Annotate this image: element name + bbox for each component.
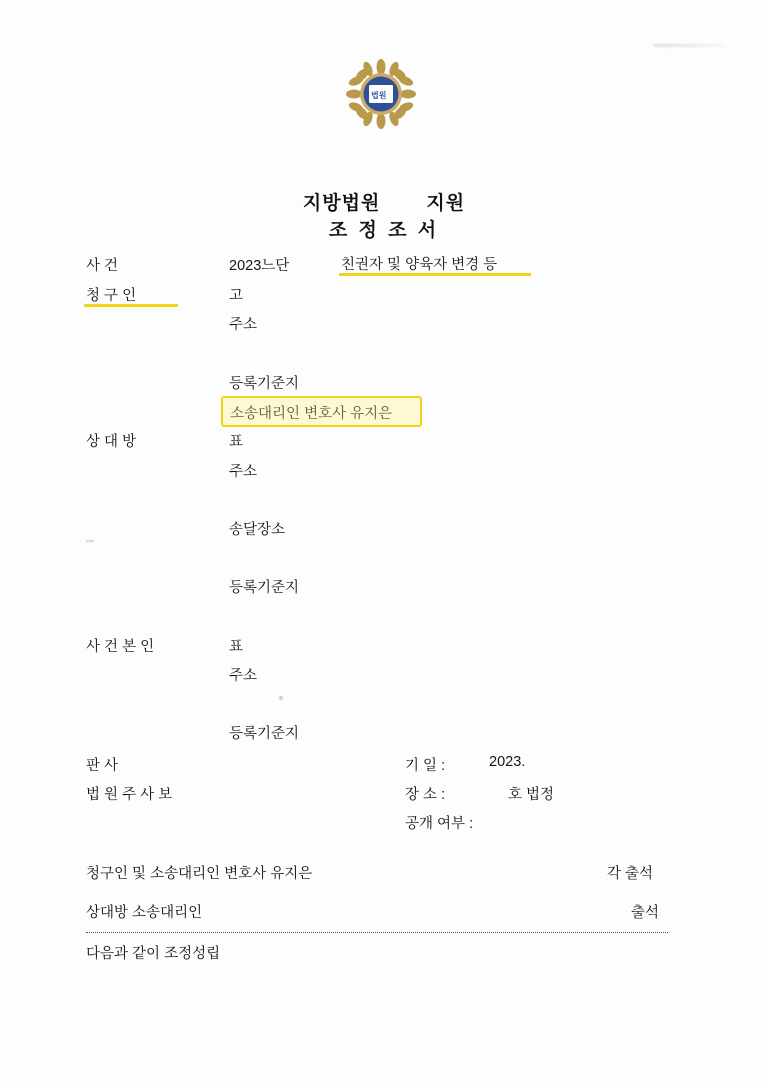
court-name: 지방법원 xyxy=(302,193,381,214)
respondent-registry-label: 등록기준지 xyxy=(229,580,300,596)
scan-artifact-left xyxy=(86,540,94,542)
svg-text:법원: 법원 xyxy=(371,91,387,100)
respondent-label: 상 대 방 xyxy=(86,434,137,450)
court-heading xyxy=(0,188,768,215)
clerk-label: 법 원 주 사 보 xyxy=(86,787,173,803)
hearing-date-value: 2023. xyxy=(489,754,526,770)
attendance-status-0: 각 출석 xyxy=(607,866,654,882)
section-divider xyxy=(86,932,668,933)
respondent-value: 표 xyxy=(229,434,244,450)
claimant-attorney: 소송대리인 변호사 유지은 xyxy=(230,406,393,422)
claimant-value: 고 xyxy=(229,288,244,304)
scan-artifact-dot xyxy=(279,696,283,700)
hearing-date-label: 기 일 : xyxy=(405,758,446,774)
attendance-status-1: 출석 xyxy=(631,905,660,921)
hearing-place-label: 장 소 : xyxy=(405,787,446,803)
respondent-delivery-label: 송달장소 xyxy=(229,522,286,538)
case-label: 사 건 xyxy=(86,258,119,274)
court-branch: 지원 xyxy=(426,193,466,214)
attendance-party-1: 상대방 소송대리인 xyxy=(86,905,203,921)
case-subject: 친권자 및 양육자 변경 등 xyxy=(341,257,498,273)
document-title: 조 정 조 서 xyxy=(328,220,440,241)
scan-artifact-top xyxy=(654,44,726,47)
principal-address-label: 주소 xyxy=(229,668,258,684)
attendance-party-0: 청구인 및 소송대리인 변호사 유지은 xyxy=(86,866,313,882)
public-status-label: 공개 여부 : xyxy=(405,816,474,832)
principal-label: 사 건 본 인 xyxy=(86,639,155,655)
claimant-address-label: 주소 xyxy=(229,317,258,333)
claimant-label: 청 구 인 xyxy=(86,288,137,304)
judge-label: 판 사 xyxy=(86,758,119,774)
principal-value: 표 xyxy=(229,639,244,655)
respondent-address-label: 주소 xyxy=(229,464,258,480)
court-emblem-icon xyxy=(345,58,417,130)
claimant-registry-label: 등록기준지 xyxy=(229,376,300,392)
principal-registry-label: 등록기준지 xyxy=(229,726,300,742)
case-number: 2023느단 xyxy=(229,258,290,274)
conclusion-text: 다음과 같이 조정성립 xyxy=(86,946,221,962)
hearing-place-value: 호 법정 xyxy=(508,787,555,803)
